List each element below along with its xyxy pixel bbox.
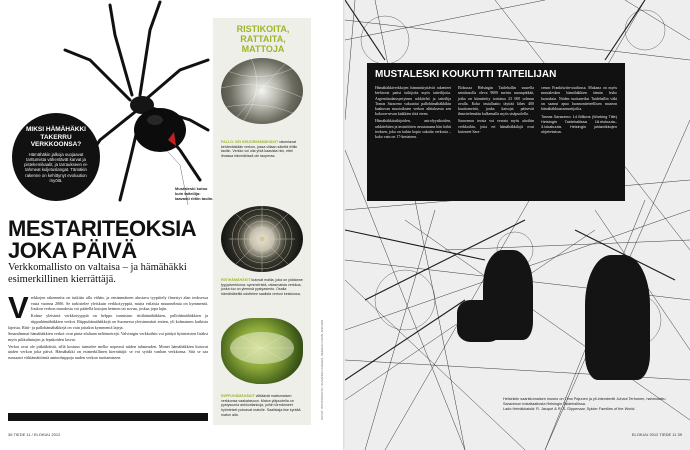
- question-title: MIKSI HÄMÄHÄKKI TAKERRU VERKKOONSA?: [26, 126, 86, 148]
- web-type-text: [221, 394, 305, 418]
- drop-cap: V: [8, 290, 29, 325]
- paragraph: Smaralmmat hämähäkkien verkot ovat pinta-alaltaan neliömetrejä. Valvinigin verkkoihin voi päätyä hyönteisten lisäksi myös pikkulintujen ja lepakoiden lasvat.: [8, 331, 208, 342]
- footer-bar: [8, 413, 208, 421]
- info-title: MUSTALESKI KOUKUTTI TAITEILIJAN: [375, 69, 557, 80]
- info-paragraph: Elokussa Helsingin Taidehallin suurella seinätasolla oleva 9000 metrin narunpätkää, jotka on kiinnitetty toisiinsa 23 000 solmun avulla. Koko installaatio täyttää lähes 400 kuutiometriä, jonka katsojat pääsevät ihmettelemään kulkemalla myös sisäpuolella.: [458, 86, 534, 117]
- web-type-text: [221, 278, 305, 297]
- web-type-description: viittäävät mattomaisen verkkonsa vaakatasoon. Maton yläpuolella on pystysuoria ankkurilankoja, joihin törmänneet hyönteiset putoavat matolle. Saalistaja itse kyntää maton alla.: [221, 394, 301, 417]
- web-type-label: PALLO- SEI KIRJORIHÄMÄHÄKIT: [221, 140, 279, 144]
- page-footer-right: ELOKUU 2012 TIEDE 11 39: [631, 432, 682, 437]
- spider-caption: Mustaleski kutoo kuin taiteilija: laavasti riitiin taolin.: [175, 186, 214, 201]
- article-body: [8, 290, 208, 362]
- photo-caption: [503, 397, 683, 412]
- info-box: [367, 63, 625, 201]
- info-paragraph: Saracenon teosta voi verrata myös aitoihin verkkoihin, joita eri hämähäkkilajit ovat kutoneet Sara-: [458, 119, 534, 134]
- info-paragraph: Hämähäkkiverkkojen hämmästyttävät rakenteet kiehtovat paitsi tutkijoita myös taiteilijoita. Argentiinalaissyntyinen arkkitehti ja taiteilija Tomas Saraceno vakuuttui pallohämähäkkikin kaakuvan muotoiksien verkon alttiuksesta sen kokoon-sevan kaikkien tiitä eteen.: [375, 86, 451, 117]
- sidebar-web-types: [213, 18, 311, 425]
- info-paragraph: Hämähäkkitutkijoiden, astrofyysikoiden, arkkitehtien ja insinöörien avustamana hän loihti teoksen, joka on tarkin kopio sukulta verkosta – koko vain on 17-kertainen.: [375, 119, 451, 140]
- title-line-2: JOKA PÄIVÄ: [8, 238, 137, 263]
- page-footer-left: 36 TIEDE 11 / ELOKUU 2012: [8, 432, 61, 437]
- orb-web-photo: [221, 58, 303, 124]
- photo-credit-vertical: KUVAT: ISTOCKPHOTO, SUSANNA HUGHES, SEMAJA CUKIN, ANN WAI: [320, 319, 324, 420]
- web-type-text: [221, 140, 305, 159]
- question-box: [12, 113, 100, 201]
- paragraph: erkkojen rakennetta on tutkittu alla vähän, ja ensimmäinen alustava tyypittely ilmestyi alan teoksessa vasta vuonna 2006. Se tarkistelee yleiskuin verkkotyyppiä, mutta erilaisia muunnelmia on kymmeniä. Joukon verkon muodosta voi päätellä kutojan heimon tai suvun, joskus jopa lajin.: [30, 295, 208, 312]
- web-type-label: RIIPPUHÄMÄHÄKIT: [221, 394, 255, 398]
- info-column: [375, 86, 451, 142]
- visitor-figure-3: [457, 300, 502, 342]
- web-pattern-icon: [221, 58, 303, 124]
- info-column: [458, 86, 534, 142]
- web-type-label: RIITIHÄMÄHÄKIT: [221, 278, 251, 282]
- web-type-description: kutovat mallia, joka on yiddanne tyyppiverkkona: symmetristä, ratasmaista verkkoa, jonka tuo on yleensä pystyasento. Osalla hämähäkeillä odottelee saalista verkon keskiossa.: [221, 278, 303, 297]
- paragraph: Verkot ovat ole pitkäikäisiä, sillä kostuus turmelee melko nopeasti niiden tahmeuden. Monet hämähäkkien kutovat uuden verkon joka päivä. Hämähäkki on esimerkillinen kierrättäjä: se voi syödä vanhan verkkonsa. Sitä se saa runsaasti välttämättömiä aminohappoja uuden verkon tuottamiseen.: [8, 343, 208, 361]
- article-title: [8, 218, 208, 262]
- caption-line: Lado Heinäkkaisiä: R. Jacqué & R. S. Dippenaar, Spider Families of the World.: [503, 407, 636, 411]
- spiral-web-icon: [221, 206, 303, 272]
- caption-line: Helsinkiin saaristomaisen museo on Timo Pajunen ja yli-intendentti Juhani Terhonen, hahmotettu Saracenon installaatiosta Helsingin Taidehallissa.: [503, 397, 666, 406]
- title-line-1: MESTARITEOKSIA: [8, 216, 197, 241]
- article-subtitle: Verkkomallisto on valtaisa – ja hämähäkki esimerkillinen kierrättäjä.: [8, 262, 187, 285]
- spiral-web-photo: [221, 206, 303, 272]
- info-paragraph: cenon Frankfurtin-studiossa. Mukana on myös mustalesken hämähäkkien tämän lesko luonuksia. Niiden tuottaneiksi Taidehallin väki on saanut apua luonnontieteellisen museon hämähäkkiasiantuntijoilta.: [541, 86, 617, 112]
- right-page: [345, 0, 690, 450]
- question-body: Hämähäkin jalkoja suojaavat tarttumista vähentävät karvat ja pistekemikaalit, ja tarraukseen ei-tahmeat kuljetuslangat. Tämäkin rakenne on kehittynyt evoluution myötä.: [24, 151, 88, 183]
- web-type-description: rakentavat kehämäisiään verkon, jossa viilaan säiettä riiitiin taoliin. Verkko voi olla yhtä kaasista niin, ettei ilmassa hänmäkissä ole taoperaa.: [221, 140, 298, 159]
- info-column: [541, 86, 617, 142]
- info-columns: [375, 86, 617, 142]
- visitor-figure-2: [585, 255, 650, 380]
- sidebar-title: RISTIKOITA, RATTAITA, MATTOJA: [236, 24, 290, 54]
- sheet-web-photo: [221, 318, 303, 384]
- sheet-web-icon: [221, 318, 303, 384]
- info-credit: Tomas Saraceno: 14 Billions (Working Title) Helsingin Taidehallissa 18.elokuuta–3.lokakuuta. Helsingin juhlaviikkojen ohjelmistoa.: [541, 114, 617, 135]
- paragraph: Kolme yleisintä verkkotyyppiä on helppo tunnistaa: riitihämähäkkien, pallohämähäkkien ja riippuhämähäkkien verkot. Riippuhämähäkkejä on Suomessa yleisimmästi eniten, yli kolmannes kaikista lajeista. Riiti- ja pallohämähäkkejä on vain joitakin kymmeniä lajeja.: [8, 313, 208, 330]
